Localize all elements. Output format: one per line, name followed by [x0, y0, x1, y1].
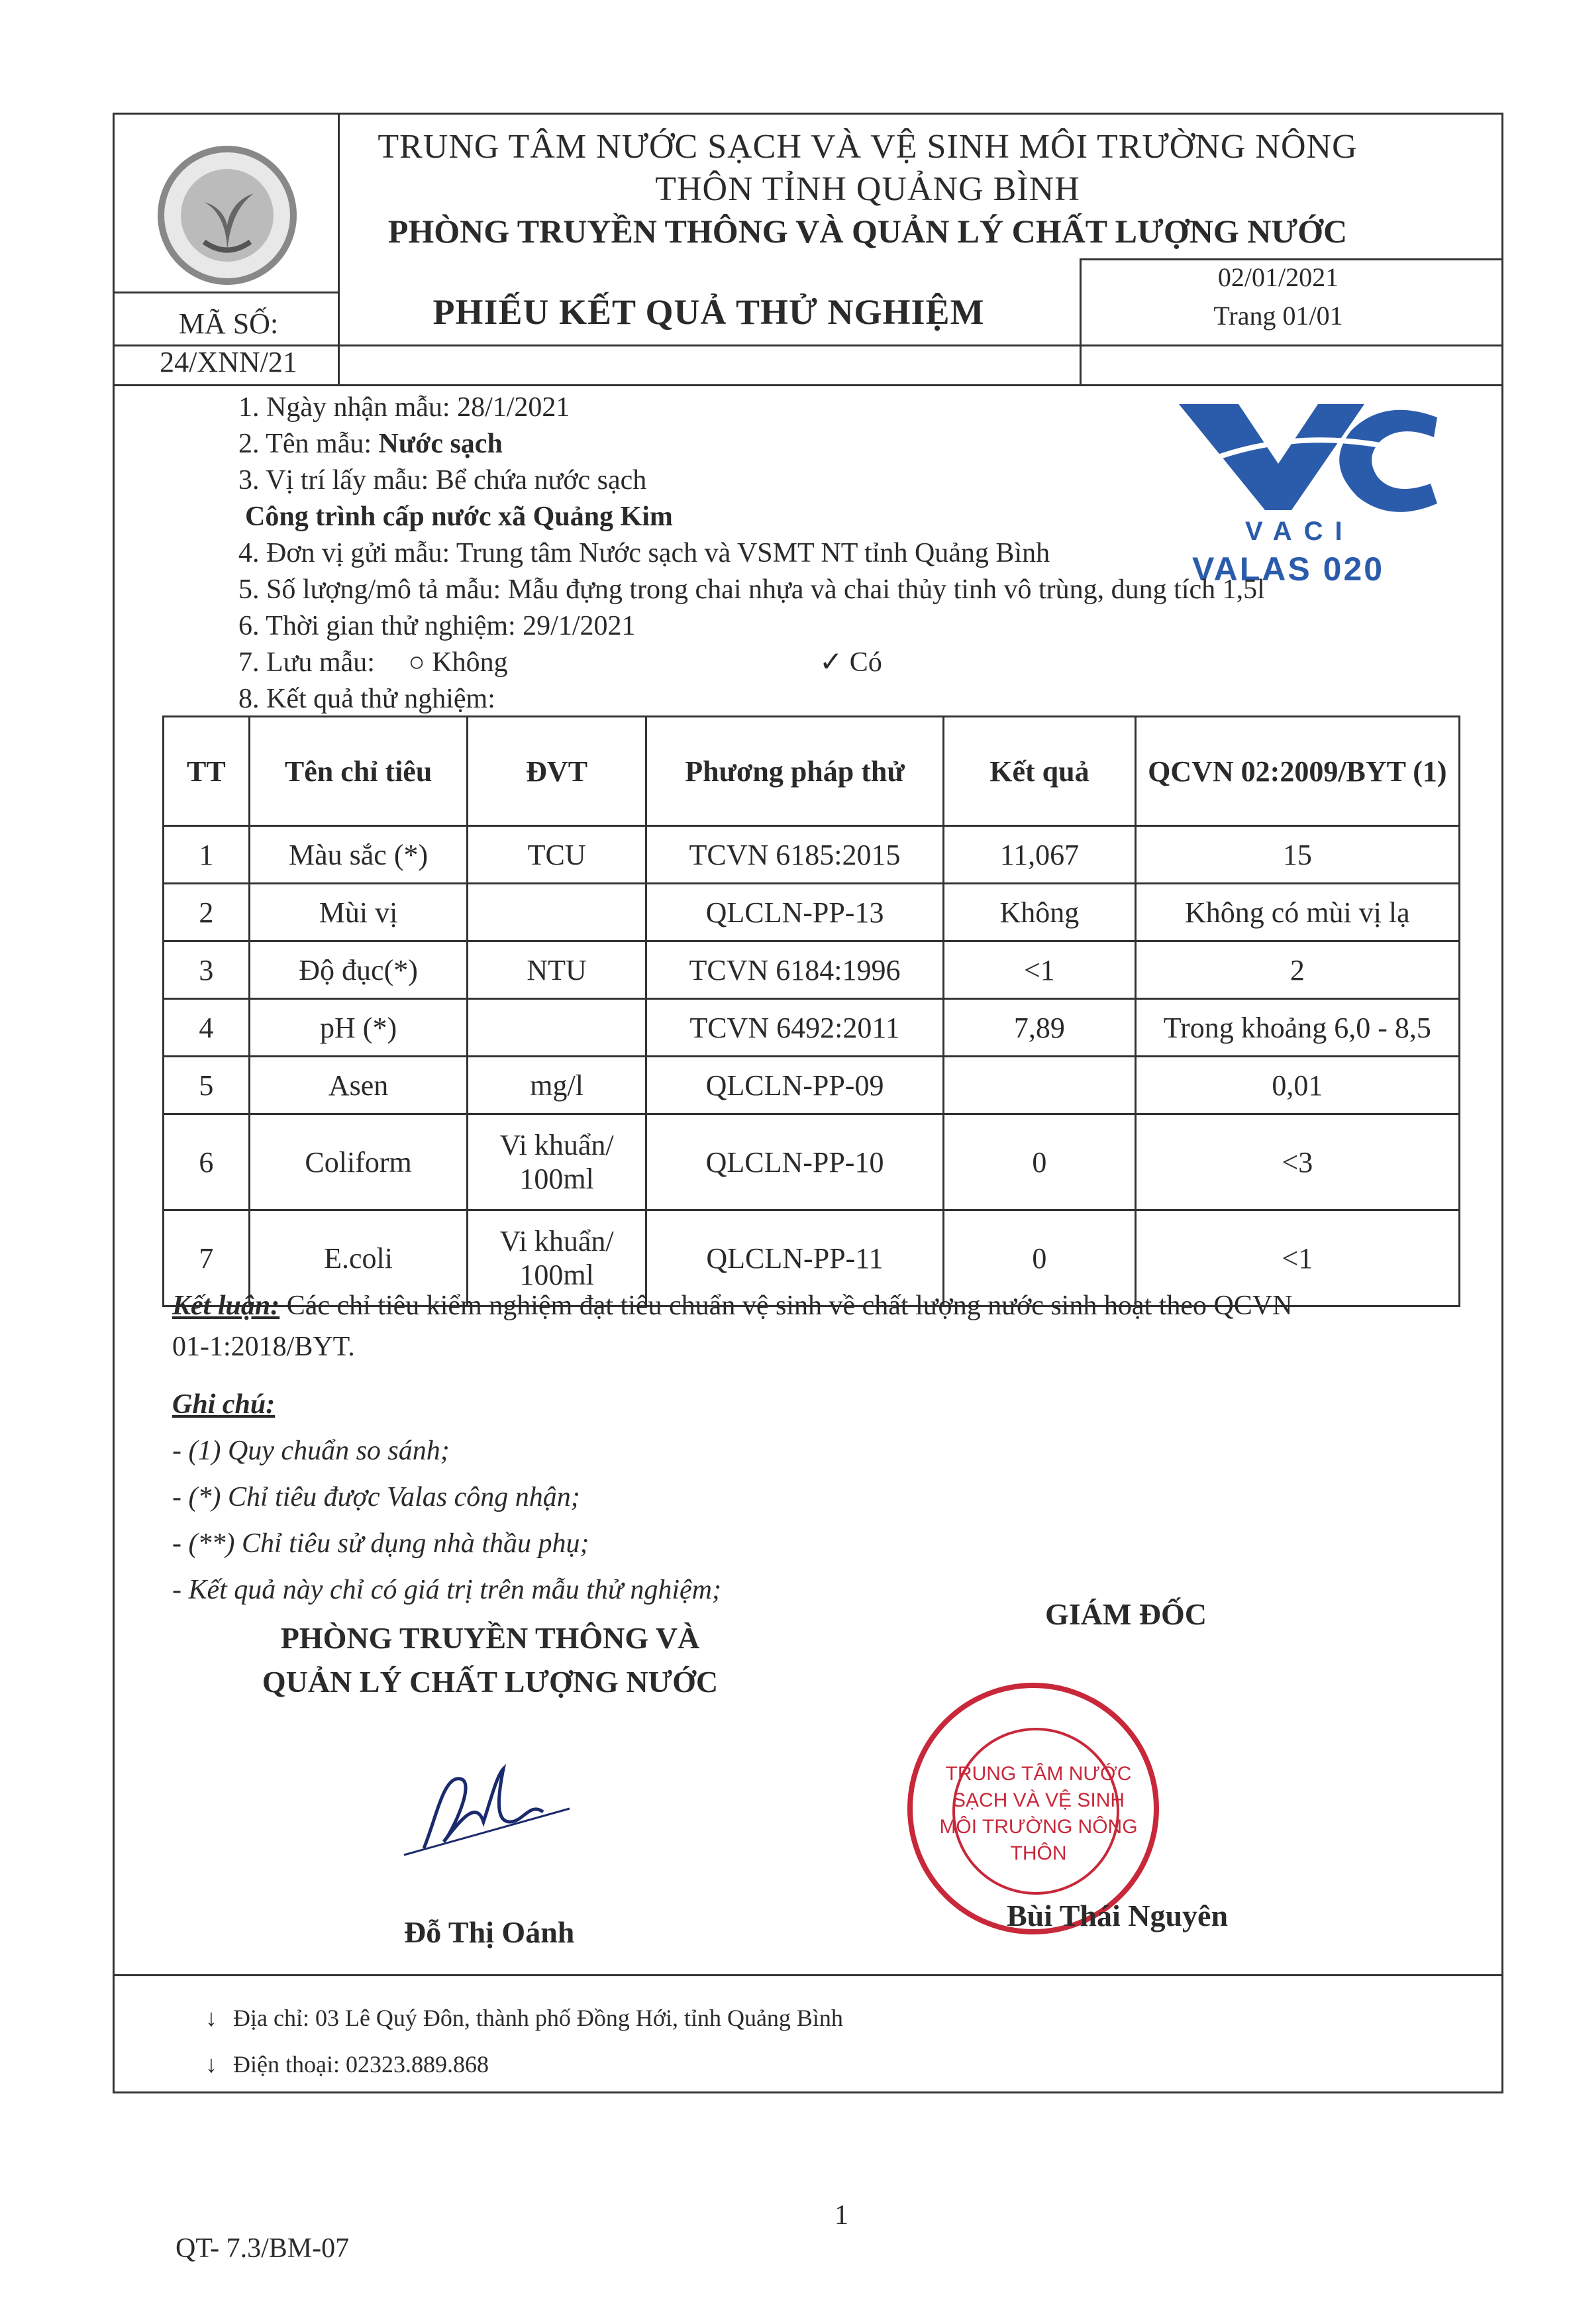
- table-row: [164, 999, 1460, 1057]
- cell-result: 11,067: [944, 826, 1136, 884]
- header-standard: QCVN 02:2009/BYT (1): [1135, 717, 1459, 826]
- document-code: [119, 305, 338, 382]
- notes-label: Ghi chú:: [172, 1389, 276, 1420]
- results-heading: 8. Kết quả thử nghiệm:: [238, 684, 495, 714]
- conclusion-label: Kết luận:: [172, 1291, 280, 1321]
- left-signature: [397, 1749, 596, 1865]
- cell-tt: 7: [164, 1210, 250, 1306]
- storage-label: 7. Lưu mẫu:: [238, 647, 375, 678]
- cell-indicator: E.coli: [249, 1210, 468, 1306]
- stamp-text: TRUNG TÂM NƯỚC SẠCH VÀ VỆ SINH MÔI TRƯỜNG NÔNG THÔN: [939, 1763, 1138, 1864]
- right-signatory-name: Bùi Thái Nguyên: [1007, 1899, 1229, 1932]
- table-row: [164, 1114, 1460, 1210]
- received-date: 1. Ngày nhận mẫu: 28/1/2021: [238, 392, 570, 423]
- header-unit: ĐVT: [468, 717, 646, 826]
- table-header-row: [164, 717, 1460, 826]
- header-result: Kết quả: [944, 717, 1136, 826]
- note-item: - (*) Chỉ tiêu được Valas công nhận;: [172, 1482, 580, 1512]
- sample-description: 5. Số lượng/mô tả mẫu: Mẫu đựng trong chai nhựa và chai thủy tinh vô trùng, dung tích 1,5l: [238, 574, 1265, 605]
- valas-number: VALAS 020: [1192, 551, 1385, 588]
- page-number: 1: [835, 2200, 848, 2231]
- left-signatory-name: Đỗ Thị Oánh: [404, 1915, 575, 1949]
- cell-result: 0: [944, 1210, 1136, 1306]
- storage-option-yes: ✓ Có: [819, 647, 882, 678]
- document-title: PHIẾU KẾT QUẢ THỬ NGHIỆM: [432, 292, 985, 332]
- title-row-bottom: [113, 384, 1503, 386]
- form-code: QT- 7.3/BM-07: [176, 2233, 350, 2264]
- cell-tt: 2: [164, 884, 250, 941]
- footer-divider: [113, 1974, 1503, 1976]
- cell-standard: 2: [1135, 941, 1459, 999]
- cell-standard: <1: [1135, 1210, 1459, 1306]
- vaci-mark-icon: [1166, 391, 1444, 523]
- cell-result: 7,89: [944, 999, 1136, 1057]
- leaf-icon: [164, 152, 290, 278]
- cell-method: QLCLN-PP-13: [646, 884, 943, 941]
- down-arrow-icon: ↓: [205, 2051, 217, 2078]
- title-date-divider: [1080, 258, 1082, 384]
- right-signatory-title: GIÁM ĐỐC: [1044, 1597, 1207, 1631]
- footer-address: [205, 2004, 843, 2032]
- cell-tt: 6: [164, 1114, 250, 1210]
- footer-phone: [205, 2050, 489, 2078]
- conclusion-text: Các chỉ tiêu kiểm nghiệm đạt tiêu chuẩn vệ sinh về chất lượng nước sinh hoạt theo QCVN: [279, 1291, 1293, 1321]
- cell-tt: 1: [164, 826, 250, 884]
- cell-method: QLCLN-PP-11: [646, 1210, 943, 1306]
- cell-indicator: Mùi vị: [249, 884, 468, 941]
- cell-method: QLCLN-PP-09: [646, 1057, 943, 1114]
- cell-standard: <3: [1135, 1114, 1459, 1210]
- cell-method: QLCLN-PP-10: [646, 1114, 943, 1210]
- cell-unit: Vi khuẩn/ 100ml: [468, 1114, 646, 1210]
- header-method: Phương pháp thử: [646, 717, 943, 826]
- sending-unit: 4. Đơn vị gửi mẫu: Trung tâm Nước sạch và VSMT NT tỉnh Quảng Bình: [238, 538, 1050, 568]
- cell-unit: mg/l: [468, 1057, 646, 1114]
- cell-indicator: Màu sắc (*): [249, 826, 468, 884]
- organization-name: [318, 126, 1417, 211]
- handwritten-signature: [397, 1749, 596, 1862]
- cell-method: TCVN 6184:1996: [646, 941, 943, 999]
- left-title-line-1: PHÒNG TRUYỀN THÔNG VÀ: [280, 1621, 700, 1655]
- cell-standard: Không có mùi vị lạ: [1135, 884, 1459, 941]
- cell-method: TCVN 6492:2011: [646, 999, 943, 1057]
- cell-unit: TCU: [468, 826, 646, 884]
- code-label: MÃ SỐ:: [178, 307, 279, 340]
- header-tt: TT: [164, 717, 250, 826]
- header-indicator: Tên chỉ tiêu: [249, 717, 468, 826]
- cell-indicator: Asen: [249, 1057, 468, 1114]
- cell-method: TCVN 6185:2015: [646, 826, 943, 884]
- vaci-label: VACI: [1245, 517, 1354, 546]
- cell-result: <1: [944, 941, 1136, 999]
- cell-indicator: Coliform: [249, 1114, 468, 1210]
- cell-result: Không: [944, 884, 1136, 941]
- cell-tt: 4: [164, 999, 250, 1057]
- sample-location: 3. Vị trí lấy mẫu: Bể chứa nước sạch: [238, 465, 647, 496]
- org-line-1: TRUNG TÂM NƯỚC SẠCH VÀ VỆ SINH MÔI TRƯỜNG NÔNG: [378, 128, 1358, 166]
- sample-name-value: Nước sạch: [378, 429, 503, 459]
- address-text: Địa chỉ: 03 Lê Quý Đôn, thành phố Đồng Hới, tỉnh Quảng Bình: [233, 2005, 843, 2031]
- note-item: - (1) Quy chuẩn so sánh;: [172, 1436, 450, 1466]
- org-line-2: THÔN TỈNH QUẢNG BÌNH: [655, 170, 1080, 208]
- table-row: [164, 884, 1460, 941]
- left-title-line-2: QUẢN LÝ CHẤT LƯỢNG NƯỚC: [262, 1665, 719, 1699]
- cell-standard: 0,01: [1135, 1057, 1459, 1114]
- conclusion-text-2: 01-1:2018/BYT.: [172, 1332, 355, 1362]
- code-divider: [113, 291, 340, 293]
- note-item: - (**) Chỉ tiêu sử dụng nhà thầu phụ;: [172, 1528, 589, 1559]
- conclusion: [172, 1285, 1490, 1367]
- vaci-accreditation-logo: [1166, 391, 1444, 588]
- project-name: Công trình cấp nước xã Quảng Kim: [245, 502, 673, 532]
- results-table: [162, 715, 1460, 1307]
- cell-unit: [468, 999, 646, 1057]
- table-row: [164, 941, 1460, 999]
- cell-standard: Trong khoảng 6,0 - 8,5: [1135, 999, 1459, 1057]
- cell-unit: Vi khuẩn/ 100ml: [468, 1210, 646, 1306]
- cell-result: [944, 1057, 1136, 1114]
- sample-name-label: 2. Tên mẫu:: [238, 429, 379, 459]
- code-value: 24/XNN/21: [160, 346, 297, 378]
- official-stamp: [907, 1683, 1159, 1934]
- phone-text: Điện thoại: 02323.889.868: [233, 2051, 489, 2078]
- department-name: PHÒNG TRUYỀN THÔNG VÀ QUẢN LÝ CHẤT LƯỢNG NƯỚC: [387, 213, 1348, 250]
- cell-unit: NTU: [468, 941, 646, 999]
- page-indicator: Trang 01/01: [1213, 301, 1343, 331]
- table-row: [164, 826, 1460, 884]
- sample-name: [238, 424, 503, 464]
- cell-unit: [468, 884, 646, 941]
- cell-result: 0: [944, 1114, 1136, 1210]
- organization-logo: [158, 146, 297, 285]
- note-item: - Kết quả này chỉ có giá trị trên mẫu thử nghiệm;: [172, 1575, 721, 1605]
- cell-indicator: pH (*): [249, 999, 468, 1057]
- document-date: 02/01/2021: [1217, 262, 1339, 292]
- cell-indicator: Độ đục(*): [249, 941, 468, 999]
- cell-tt: 5: [164, 1057, 250, 1114]
- cell-standard: 15: [1135, 826, 1459, 884]
- storage-option-no: ○ Không: [408, 647, 508, 678]
- sample-storage: [238, 643, 882, 682]
- table-row: [164, 1057, 1460, 1114]
- document-date-block: [1086, 258, 1470, 335]
- left-signatory-title: [199, 1616, 782, 1704]
- test-date: 6. Thời gian thử nghiệm: 29/1/2021: [238, 611, 636, 641]
- down-arrow-icon: ↓: [205, 2005, 217, 2031]
- cell-tt: 3: [164, 941, 250, 999]
